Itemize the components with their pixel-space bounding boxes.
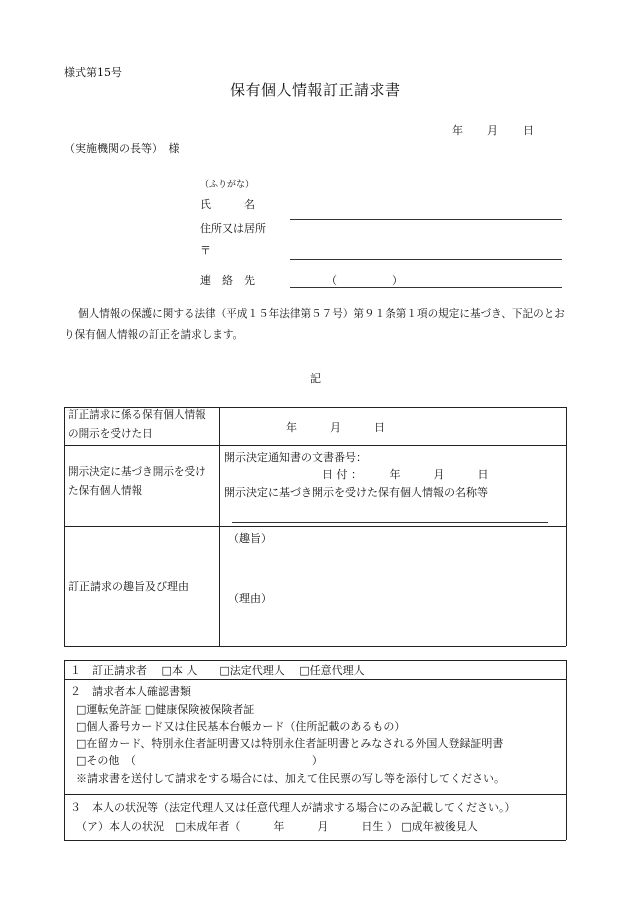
date-day: 日 xyxy=(523,124,534,137)
purpose-label: （趣旨） xyxy=(228,532,272,545)
postal-mark: 〒 xyxy=(200,244,211,257)
date-year: 年 xyxy=(452,124,463,137)
id-doc-option-mynumber[interactable]: □個人番号カード又は住民基本台帳カード（住所記載のあるもの） xyxy=(76,720,406,733)
principal-status-row[interactable]: （ア）本人の状況 □未成年者（ 年 月 日生 ） □成年被後見人 xyxy=(76,820,478,833)
id-documents-note: ※請求書を送付して請求をする場合には、加えて住民票の写し等を添付してください。 xyxy=(76,772,505,785)
contact-line[interactable] xyxy=(290,287,562,288)
request-statement: 個人情報の保護に関する法律（平成１５年法律第５７号）第９１条第１項の規定に基づき、下記のとおり保有個人情報の訂正を請求します。 xyxy=(64,308,565,341)
notice-doc-number-label: 開示決定通知書の文書番号： xyxy=(224,451,367,464)
disclosure-date-label: 訂正請求に係る保有個人情報の開示を受けた日 xyxy=(68,409,206,440)
name-label: 氏 名 xyxy=(200,198,255,211)
contact-paren: （ ） xyxy=(326,274,403,287)
notice-date-field[interactable]: 日 付 ： 年 月 日 xyxy=(322,468,489,481)
id-doc-option-license[interactable]: □運転免許証 □健康保険被保険者証 xyxy=(76,703,255,716)
addressee: （実施機関の長等） 様 xyxy=(64,142,180,155)
date-month: 月 xyxy=(487,124,498,137)
form-number: 様式第15号 xyxy=(64,66,122,79)
id-doc-option-other[interactable]: □その他 （ ） xyxy=(76,754,323,767)
requester-type-row[interactable]: １ 訂正請求者 □本 人 □法定代理人 □任意代理人 xyxy=(70,664,365,677)
disclosed-info-name-line[interactable] xyxy=(232,522,548,523)
id-doc-option-residence-card[interactable]: □在留カード、特別永住者証明書又は特別永住者証明書とみなされる外国人登録証明書 xyxy=(76,737,504,750)
disclosed-info-label: 開示決定に基づき開示を受けた保有個人情報 xyxy=(68,466,206,497)
reason-label: （理由） xyxy=(228,592,272,605)
address-line[interactable] xyxy=(290,259,562,260)
furigana-label: （ふりがな） xyxy=(200,180,255,190)
purpose-reason-label: 訂正請求の趣旨及び理由 xyxy=(68,580,189,593)
page-title: 保有個人情報訂正請求書 xyxy=(230,81,401,99)
name-line[interactable] xyxy=(290,219,562,220)
principal-status-heading: ３ 本人の状況等（法定代理人又は任意代理人が請求する場合にのみ記載してください。） xyxy=(70,801,516,814)
address-label: 住所又は居所 xyxy=(200,222,266,235)
ki-heading: 記 xyxy=(310,372,321,385)
contact-label: 連 絡 先 xyxy=(200,274,255,287)
disclosed-info-name-label: 開示決定に基づき開示を受けた保有個人情報の名称等 xyxy=(224,486,488,499)
id-documents-heading: ２ 請求者本人確認書類 xyxy=(70,685,191,698)
disclosure-date-field[interactable]: 年 月 日 xyxy=(286,421,385,434)
